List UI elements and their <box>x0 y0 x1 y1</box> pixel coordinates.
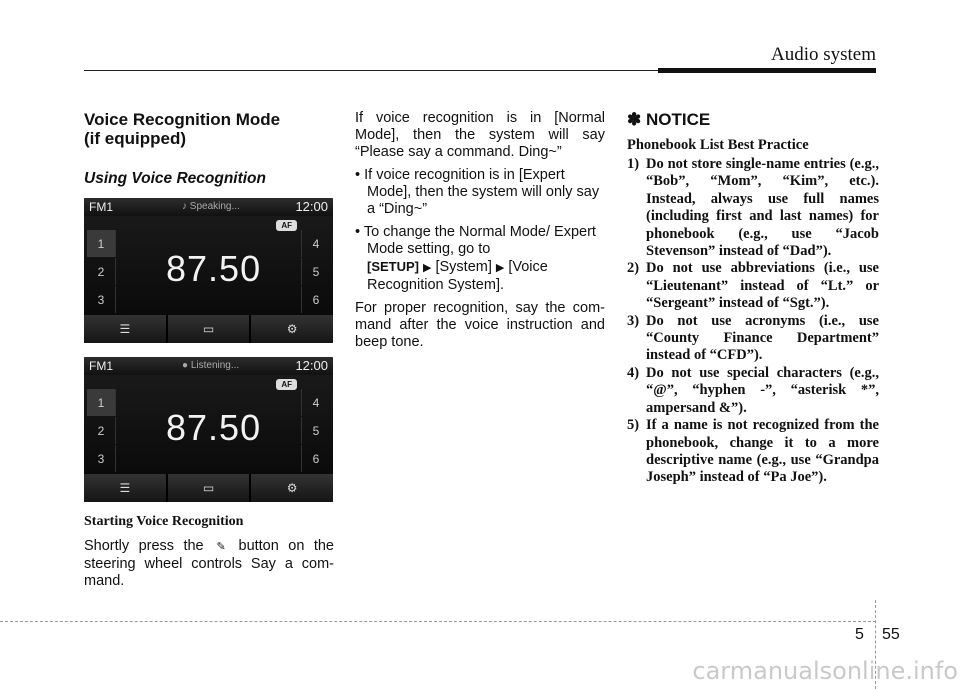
auto-icon[interactable]: ▭ <box>168 315 250 343</box>
preset-button-5[interactable]: 5 <box>301 417 330 444</box>
preset-button-3[interactable]: 3 <box>87 445 116 472</box>
arrow-right-icon: ▶ <box>495 262 505 274</box>
radio-screen-speaking <box>84 198 333 343</box>
bullet-expert-mode: • If voice recognition is in [Expert Mode], then the system will only say a “Ding~” <box>355 167 600 217</box>
section-title-line2: (if equipped) <box>84 129 186 148</box>
section-subtitle: Using Voice Recognition <box>84 170 266 187</box>
screen-bottom-bar <box>84 315 333 343</box>
preset-button-4[interactable]: 4 <box>301 230 330 257</box>
column-right <box>627 110 879 487</box>
screen-status-bar <box>84 198 333 216</box>
band-label: FM1 <box>89 359 113 373</box>
clock: 12:00 <box>295 358 328 373</box>
list-item: 4) Do not use special characters (e.g., “@”, “hyphen -”, “asterisk *”, ampersand &”). <box>627 364 879 416</box>
watermark: carmanualsonline.info <box>692 657 958 685</box>
list-item: 2) Do not use abbreviations (i.e., use “Lieutenant” instead of “Lt.” or “Sergeant” instead of “Sgt.”). <box>627 260 879 312</box>
af-badge: AF <box>276 220 297 231</box>
list-icon[interactable]: ☰ <box>84 474 166 502</box>
column-left <box>84 110 334 596</box>
af-badge: AF <box>276 379 297 390</box>
frequency-display: 87.50 <box>166 248 262 289</box>
notice-heading: ✽ NOTICE <box>627 110 711 129</box>
page-number: 55 <box>882 626 900 643</box>
voice-recognition-icon: ✎ <box>216 541 226 553</box>
bullet-change-mode: • To change the Normal Mode/ Expert Mode setting, go to [SETUP] ▶ [System] ▶ [Voice Recognition System]. <box>355 224 596 293</box>
auto-icon[interactable]: ▭ <box>168 474 250 502</box>
clock: 12:00 <box>295 199 328 214</box>
gear-icon[interactable]: ⚙ <box>251 474 333 502</box>
gear-icon[interactable]: ⚙ <box>251 315 333 343</box>
radio-screen-listening <box>84 357 333 502</box>
mode-indicator: ♪ Speaking... <box>182 201 240 212</box>
section-title-line1: Voice Recognition Mode <box>84 110 281 129</box>
running-header: Audio system <box>770 44 876 65</box>
microphone-icon: ● <box>182 360 191 371</box>
list-item: 3) Do not use acronyms (i.e., use “County Finance Department” instead of “CFD”). <box>627 312 879 364</box>
header-accent-bar <box>658 68 876 73</box>
chapter-number: 5 <box>855 626 864 643</box>
preset-button-2[interactable]: 2 <box>87 417 116 444</box>
preset-button-6[interactable]: 6 <box>301 445 330 472</box>
preset-button-1[interactable]: 1 <box>87 230 116 257</box>
speaking-icon: ♪ <box>182 201 190 212</box>
preset-button-3[interactable]: 3 <box>87 286 116 313</box>
recognition-tip: For proper recognition, say the com-mand after the voice instruction and beep tone. <box>355 300 605 350</box>
setup-label: [SETUP] <box>367 259 419 274</box>
preset-button-4[interactable]: 4 <box>301 389 330 416</box>
preset-button-1[interactable]: 1 <box>87 389 116 416</box>
section-title <box>84 110 334 148</box>
footer-rule <box>0 621 876 622</box>
preset-button-2[interactable]: 2 <box>87 258 116 285</box>
mode-bullets <box>355 167 605 294</box>
preset-button-5[interactable]: 5 <box>301 258 330 285</box>
list-icon[interactable]: ☰ <box>84 315 166 343</box>
list-item: 1) Do not store single-name entries (e.g., “Bob”, “Mom”, “Kim”, etc.). Instead, always use full names (including first and last names) for phonebook (e.g., use “Jacob Stevenson” instead of “Dad”). <box>627 156 879 260</box>
list-item: 5) If a name is not recognized from the phonebook, change it to a more descriptive name (e.g., use “Grandpa Joseph” instead of “Pa Joe”). <box>627 417 879 486</box>
screen-status-bar <box>84 357 333 375</box>
notice-subheading: Phonebook List Best Practice <box>627 137 809 153</box>
notice-list <box>627 156 879 487</box>
arrow-right-icon: ▶ <box>423 262 432 274</box>
preset-button-6[interactable]: 6 <box>301 286 330 313</box>
band-label: FM1 <box>89 200 113 214</box>
mode-indicator: ● Listening... <box>182 360 240 371</box>
figure-caption: Starting Voice Recognition <box>84 514 244 529</box>
column-middle <box>355 110 605 357</box>
frequency-display: 87.50 <box>166 407 262 448</box>
normal-mode-paragraph: If voice recognition is in [Normal Mode], then the system will say “Please say a command. Ding~” <box>355 110 605 160</box>
screen-bottom-bar <box>84 474 333 502</box>
start-instruction: Shortly press the ✎ button on the steering wheel controls Say a com-mand. <box>84 538 334 589</box>
